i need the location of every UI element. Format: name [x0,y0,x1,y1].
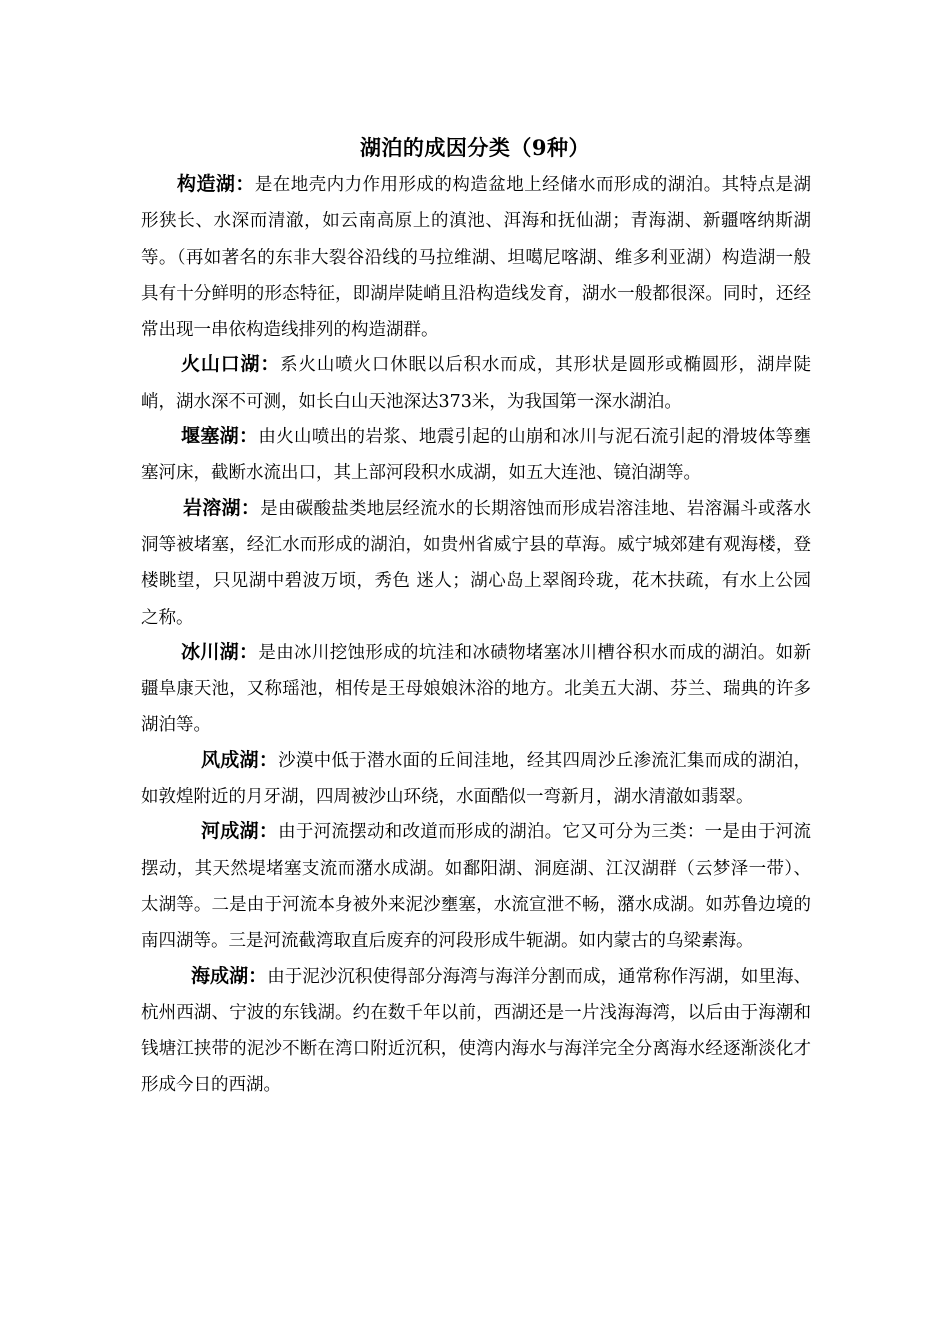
term-fluvial-lake: 河成湖： [201,820,279,843]
text-glacial-lake: 是由冰川挖蚀形成的坑洼和冰碛物堵塞冰川槽谷积水而成的湖泊。如新疆阜康天池，又称瑶池，相传是王母娘娘沐浴的地方。北美五大湖、芬兰、瑞典的许多湖泊等。 [141,642,811,736]
term-glacial-lake: 冰川湖： [181,640,259,663]
term-crater-lake: 火山口湖： [181,353,281,376]
section-lagoon-lake [141,958,811,1104]
term-lagoon-lake: 海成湖： [191,964,268,987]
section-glacial-lake [141,634,811,744]
term-barrier-lake: 堰塞湖： [181,425,259,448]
text-crater-lake: 系火山喷火口休眠以后积水而成，其形状是圆形或椭圆形，湖岸陡峭，湖水深不可测，如长白山天池深达373米，为我国第一深水湖泊。 [141,355,811,412]
section-crater-lake [141,346,811,420]
text-lagoon-lake: 由于泥沙沉积使得部分海湾与海洋分割而成，通常称作泻湖，如里海、杭州西湖、宁波的东钱湖。约在数千年以前，西湖还是一片浅海海湾，以后由于海潮和钱塘江挟带的泥沙不断在湾口附近沉积，使湾内海水与海洋完全分离海水经逐渐淡化才形成今日的西湖。 [141,966,811,1096]
term-karst-lake: 岩溶湖： [183,496,261,519]
document-title: 湖泊的成因分类（9种） [359,135,591,160]
section-karst-lake [141,490,811,636]
text-aeolian-lake: 沙漠中低于潜水面的丘间洼地，经其四周沙丘渗流汇集而成的湖泊，如敦煌附近的月牙湖，四周被沙山环绕，水面酷似一弯新月，湖水清澈如翡翠。 [141,750,811,808]
text-fluvial-lake: 由于河流摆动和改道而形成的湖泊。它又可分为三类：一是由于河流摆动，其天然堤堵塞支流而潴水成湖。如鄱阳湖、洞庭湖、江汉湖群（云梦泽一带）、太湖等。二是由于河流本身被外来泥沙壅塞，水流宣泄不畅，潴水成湖。如苏鲁边境的南四湖等。三是河流截湾取直后废弃的河段形成牛轭湖。如内蒙古的乌梁素海。 [141,822,811,952]
section-aeolian-lake [141,742,811,816]
document-body [141,166,811,1104]
term-tectonic-lake: 构造湖： [177,173,255,195]
section-fluvial-lake [141,813,811,959]
text-barrier-lake: 由火山喷出的岩浆、地震引起的山崩和冰川与泥石流引起的滑坡体等壅塞河床，截断水流出口，其上部河段积水成湖，如五大连池、镜泊湖等。 [141,427,811,484]
section-barrier-lake [141,418,811,492]
section-tectonic-lake [141,166,811,348]
term-aeolian-lake: 风成湖： [201,748,279,771]
text-tectonic-lake: 是在地壳内力作用形成的构造盆地上经储水而形成的湖泊。其特点是湖形狭长、水深而清澈，如云南高原上的滇池、洱海和抚仙湖；青海湖、新疆喀纳斯湖等。（再如著名的东非大裂谷沿线的马拉维湖、坦噶尼喀湖、维多利亚湖）构造湖一般具有十分鲜明的形态特征，即湖岸陡峭且沿构造线发育，湖水一般都很深。同时，还经常出现一串依构造线排列的构造湖群。 [141,175,811,341]
text-karst-lake: 是由碳酸盐类地层经流水的长期溶蚀而形成岩溶洼地、岩溶漏斗或落水洞等被堵塞，经汇水而形成的湖泊，如贵州省威宁县的草海。威宁城郊建有观海楼，登楼眺望，只见湖中碧波万顷，秀色 迷人；湖心岛上翠阁玲珑，花木扶疏，有水上公园之称。 [141,498,811,628]
